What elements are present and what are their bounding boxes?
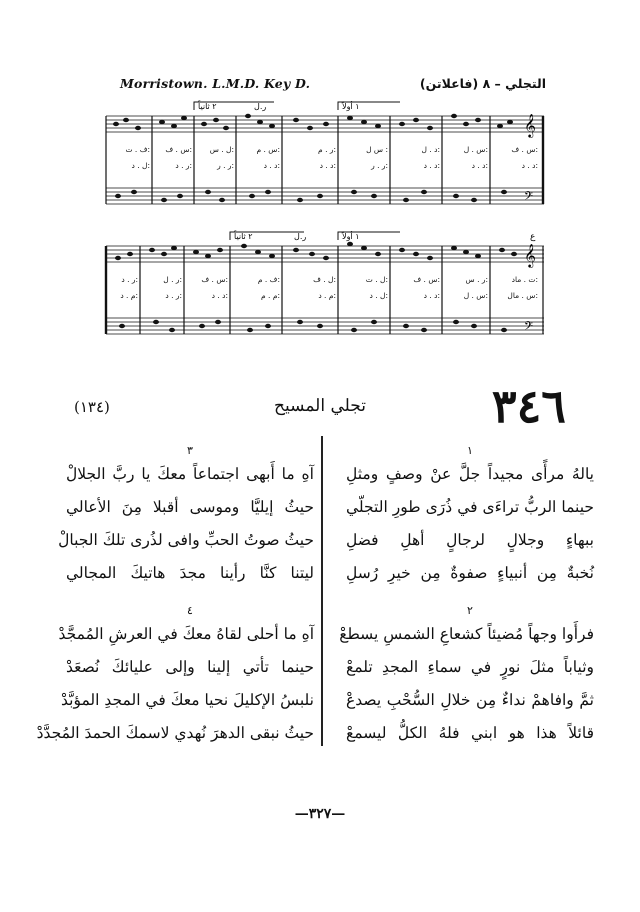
stanza-3 xyxy=(58,444,314,590)
hymn-number: ٣٤٦ xyxy=(491,379,566,433)
verse-line: قائلاً هذا هو ابني فلهُ الكلُّ ليسمعْ xyxy=(346,724,594,742)
solfa-bottom-4: :ل . د xyxy=(369,291,388,300)
meter-label: التجلي – ٨ (فاعلاتن) xyxy=(419,76,546,91)
solfa-bottom-3: :د . د xyxy=(423,161,440,170)
solfa-top-6: :ف . م xyxy=(257,275,280,284)
solfa-bottom-8: :ر . د xyxy=(165,291,182,300)
solfa-bottom-6: :د . د xyxy=(263,161,280,170)
solfa-bottom-1: :س . مال xyxy=(507,291,538,300)
verse-line: حيثُ نبقى الدهرَ نُهدي لاسمكَ الحمدَ المُجدَّدْ xyxy=(36,724,314,742)
solfa-top-4: :ل . ت xyxy=(365,275,388,284)
stanza-1 xyxy=(346,444,594,590)
solfa-top-2: :ر . س xyxy=(465,275,488,284)
verse-line: حيثُ صوتُ الحبِّ وافى لذُرى تلكَ الجبالْ xyxy=(58,531,314,549)
stanza-2 xyxy=(339,604,594,750)
treble-notes xyxy=(115,242,517,260)
solfa-bottom-2: :س . ل xyxy=(463,291,488,300)
treble-clef-icon: 𝄞 xyxy=(524,243,536,267)
verse-line: ببهاءٍ وجلالٍ لرجالٍ أهلِ فضلِ xyxy=(346,531,594,549)
section-mark: ع xyxy=(530,232,536,242)
treble-clef-icon: 𝄞 xyxy=(524,113,536,137)
verse-line: نلبسُ الإكليلَ نحيا معكَ في المجدِ المؤبَّدْ xyxy=(61,691,314,709)
volta-1-label: ١ أولاً xyxy=(342,102,360,111)
music-score-line-1 xyxy=(104,98,546,222)
volta-2-label: ٢ ثانياً xyxy=(234,232,253,241)
verse-line: فرأَوا وجهاً مُضيئاً كشعاعِ الشمسِ يسطعْ xyxy=(339,625,594,643)
bass-clef-icon: 𝄢 xyxy=(524,320,534,336)
solfa-bottom-5: :م . د xyxy=(318,291,336,300)
solfa-top-8: :س . ف xyxy=(165,145,192,154)
solfa-bottom-4: :ر . ر xyxy=(371,161,388,170)
solfa-top-6: :س . م xyxy=(256,145,280,154)
solfa-bottom-7: :ر . ر xyxy=(217,161,234,170)
solfa-top-9: :ف . ت xyxy=(125,145,150,154)
verses-left-column xyxy=(36,444,314,764)
verse-line: ثمَّ وافاهمْ نداءٌ مِن خلالِ السُّحْبِ يصدعْ xyxy=(346,691,594,709)
verse-line: وثياباً مثلَ نورٍ في سماءِ المجدِ تلمعْ xyxy=(346,658,594,676)
verse-line: يالهُ مرأًى مجيداً جلَّ عنْ وصفٍ ومثلِ xyxy=(346,465,594,483)
verse-line: ليتنا كنَّا رأينا مجدَ هاتيكَ المجالي xyxy=(66,564,314,582)
solfa-top-8: :ر . ل xyxy=(163,275,182,284)
solfa-top-5: :ل . ف xyxy=(313,275,336,284)
volta-2-label: ٢ ثانياً xyxy=(198,102,217,111)
solfa-bottom-1: :د . د xyxy=(521,161,538,170)
solfa-top-9: :ر . د xyxy=(121,275,138,284)
solfa-bottom-3: :د . د xyxy=(423,291,440,300)
stanza-number: ٢ xyxy=(467,604,473,617)
solfa-top-1: :س . ف xyxy=(511,145,538,154)
column-divider xyxy=(321,436,323,746)
music-score-line-2 xyxy=(104,228,546,352)
stanza-number: ٤ xyxy=(187,604,193,617)
segno-label: ر.ل xyxy=(294,232,307,241)
tune-name: Morristown. L.M.D. Key D. xyxy=(120,76,311,91)
solfa-top-7: :س . ف xyxy=(201,275,228,284)
hymn-title: تجلي المسيح xyxy=(274,396,366,416)
verse-line: حينما الربُّ تراءَى في ذُرَى طورِ التجلّي xyxy=(346,498,594,516)
solfa-top-5: :ر . م xyxy=(318,145,336,154)
stanza-number: ١ xyxy=(467,444,473,457)
solfa-bottom-7: :د . د xyxy=(211,291,228,300)
solfa-bottom-8: :ر . د xyxy=(175,161,192,170)
solfa-bottom-9: :ل . د xyxy=(131,161,150,170)
solfa-bottom-6: :م . م xyxy=(261,291,280,300)
tune-header xyxy=(108,76,546,96)
segno-label: ر.ل xyxy=(254,102,267,111)
solfa-bottom-2: :د . د xyxy=(471,161,488,170)
solfa-top-2: :س . ل xyxy=(463,145,488,154)
verse-line: آهِ ما أَبهى اجتماعاً معكَ يا ربَّ الجلالْ xyxy=(66,465,314,483)
verse-line: حيثُ إيليَّا وموسى أقبلا مِنَ الأعالي xyxy=(66,498,314,516)
verse-line: حينما تأتي إلينا وإلى عليائكَ نُصعَدْ xyxy=(66,658,314,676)
solfa-top-4: : س ل xyxy=(366,145,388,154)
solfa-top-3: :د . ل xyxy=(421,145,440,154)
bass-clef-icon: 𝄢 xyxy=(524,190,534,206)
score-1-svg xyxy=(104,98,546,222)
solfa-top-1: :ت . ماد xyxy=(511,275,538,284)
volta-1-label: ١ أولاً xyxy=(342,232,360,241)
old-hymn-number: (١٣٤) xyxy=(74,398,110,416)
solfa-bottom-9: :م . د xyxy=(120,291,138,300)
score-2-svg xyxy=(104,228,546,352)
page-number: —٣٢٧— xyxy=(294,806,346,822)
stanza-4 xyxy=(36,604,314,750)
solfa-top-7: :ل . س xyxy=(209,145,234,154)
verse-line: نُخبةٌ مِن أنبياءٍ صفوةٌ مِن خيرِ رُسلِ xyxy=(346,564,594,582)
stanza-number: ٣ xyxy=(187,444,193,457)
solfa-bottom-5: :د . د xyxy=(319,161,336,170)
verse-line: آهِ ما أحلى لقاهُ معكَ في العرشِ المُمجَّدْ xyxy=(58,625,314,643)
verses-right-column xyxy=(339,444,594,764)
solfa-top-3: :س . ف xyxy=(413,275,440,284)
